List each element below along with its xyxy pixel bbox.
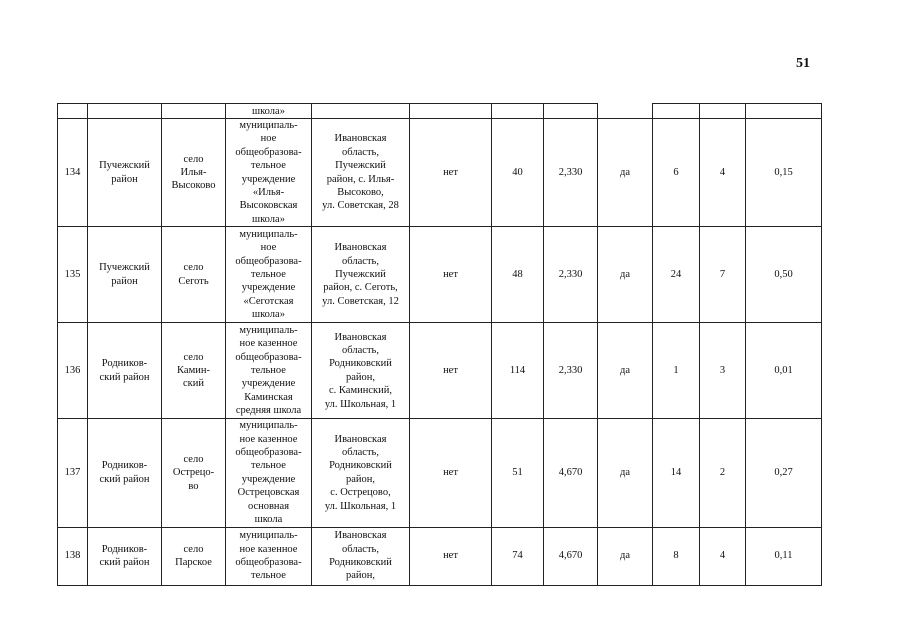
cell-value5 xyxy=(746,104,822,119)
cell-address: Ивановская область, Пучежский район, с. Сеготь, ул. Советская, 12 xyxy=(312,227,410,323)
cell-settlement: село Сеготь xyxy=(162,227,226,323)
cell-number: 135 xyxy=(58,227,88,323)
cell-value4: 2 xyxy=(700,419,746,527)
cell-value5: 0,50 xyxy=(746,227,822,323)
cell-value4: 4 xyxy=(700,527,746,585)
cell-flag1: нет xyxy=(410,323,492,419)
cell-value3: 14 xyxy=(653,419,700,527)
cell-value2: 2,330 xyxy=(544,119,598,227)
cell-number: 134 xyxy=(58,119,88,227)
cell-flag2: да xyxy=(598,227,653,323)
cell-flag2: да xyxy=(598,527,653,585)
table-row xyxy=(58,527,822,585)
table-row xyxy=(58,227,822,323)
cell-organization: школа» xyxy=(226,104,312,119)
cell-value5: 0,15 xyxy=(746,119,822,227)
cell-value3: 6 xyxy=(653,119,700,227)
cell-district: Пучежский район xyxy=(88,227,162,323)
cell-settlement: село Острецо- во xyxy=(162,419,226,527)
cell-value3: 8 xyxy=(653,527,700,585)
cell-value1: 74 xyxy=(492,527,544,585)
cell-flag2: да xyxy=(598,323,653,419)
cell-number: 137 xyxy=(58,419,88,527)
cell-gap xyxy=(598,104,653,119)
continuation-row xyxy=(58,104,822,119)
data-table xyxy=(57,103,822,586)
cell-value5: 0,27 xyxy=(746,419,822,527)
table-row xyxy=(58,119,822,227)
cell-address: Ивановская область, Родниковский район, с. Острецово, ул. Школьная, 1 xyxy=(312,419,410,527)
cell-flag2: да xyxy=(598,119,653,227)
cell-organization: муниципаль- ное казенное общеобразова- тельное xyxy=(226,527,312,585)
cell-value3: 1 xyxy=(653,323,700,419)
cell-value3 xyxy=(653,104,700,119)
cell-value2: 2,330 xyxy=(544,227,598,323)
cell-value4: 3 xyxy=(700,323,746,419)
cell-value2: 4,670 xyxy=(544,419,598,527)
cell-district: Родников- ский район xyxy=(88,527,162,585)
cell-organization: муниципаль- ное общеобразова- тельное учреждение «Илья- Высоковская школа» xyxy=(226,119,312,227)
cell-organization: муниципаль- ное казенное общеобразова- тельное учреждение Каминская средняя школа xyxy=(226,323,312,419)
cell-flag1: нет xyxy=(410,419,492,527)
cell-district xyxy=(88,104,162,119)
cell-organization: муниципаль- ное казенное общеобразова- тельное учреждение Острецовская основная школа xyxy=(226,419,312,527)
cell-settlement xyxy=(162,104,226,119)
cell-flag1: нет xyxy=(410,527,492,585)
cell-number: 138 xyxy=(58,527,88,585)
cell-value1: 114 xyxy=(492,323,544,419)
cell-organization: муниципаль- ное общеобразова- тельное учреждение «Сеготская школа» xyxy=(226,227,312,323)
cell-address: Ивановская область, Родниковский район, с. Каминский, ул. Школьная, 1 xyxy=(312,323,410,419)
table-row xyxy=(58,419,822,527)
cell-value2 xyxy=(544,104,598,119)
cell-value5: 0,01 xyxy=(746,323,822,419)
cell-value5: 0,11 xyxy=(746,527,822,585)
cell-value1: 48 xyxy=(492,227,544,323)
cell-address: Ивановская область, Родниковский район, xyxy=(312,527,410,585)
cell-value4 xyxy=(700,104,746,119)
cell-value4: 7 xyxy=(700,227,746,323)
cell-settlement: село Парское xyxy=(162,527,226,585)
cell-district: Родников- ский район xyxy=(88,323,162,419)
cell-flag1: нет xyxy=(410,227,492,323)
cell-value1 xyxy=(492,104,544,119)
cell-flag1 xyxy=(410,104,492,119)
cell-value1: 40 xyxy=(492,119,544,227)
cell-settlement: село Илья- Высоково xyxy=(162,119,226,227)
cell-value2: 4,670 xyxy=(544,527,598,585)
cell-district: Родников- ский район xyxy=(88,419,162,527)
cell-flag1: нет xyxy=(410,119,492,227)
cell-value3: 24 xyxy=(653,227,700,323)
page-number: 51 xyxy=(796,56,810,71)
cell-number: 136 xyxy=(58,323,88,419)
cell-flag2: да xyxy=(598,419,653,527)
cell-address xyxy=(312,104,410,119)
cell-value1: 51 xyxy=(492,419,544,527)
cell-district: Пучежский район xyxy=(88,119,162,227)
cell-value4: 4 xyxy=(700,119,746,227)
table-row xyxy=(58,323,822,419)
cell-number xyxy=(58,104,88,119)
cell-value2: 2,330 xyxy=(544,323,598,419)
cell-address: Ивановская область, Пучежский район, с. Илья- Высоково, ул. Советская, 28 xyxy=(312,119,410,227)
cell-settlement: село Камин- ский xyxy=(162,323,226,419)
